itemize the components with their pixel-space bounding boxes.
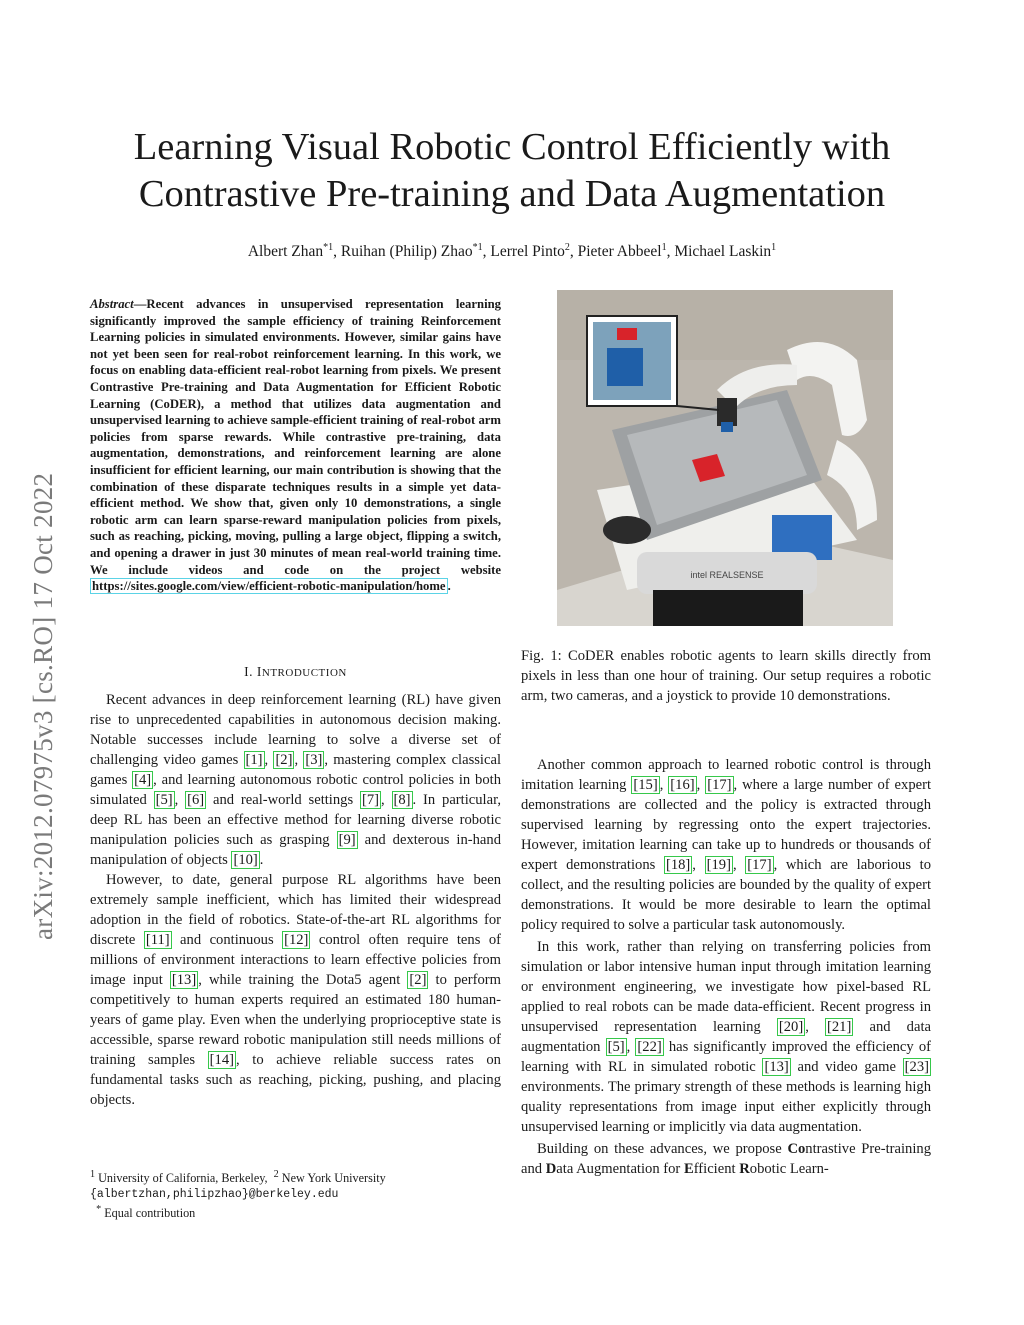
footnote: $^1$ University of California, Berkeley, $^2$ New York University {albertzhan,philipzhao}@berkeley.edu * Equal contribution (90, 1167, 501, 1222)
bold-acronym-letter: R (739, 1161, 750, 1177)
section-heading-introduction: I. INTRODUCTION (244, 664, 347, 679)
citation-link[interactable]: [9] (338, 832, 356, 848)
paper-title (80, 124, 944, 218)
citation-link[interactable]: [16] (670, 777, 695, 793)
citation-link[interactable]: [21] (827, 1019, 852, 1035)
citation-link[interactable]: [6] (187, 792, 205, 808)
abstract: Abstract—Recent advances in unsupervised representation learning significantly improved the sample efficiency of training Reinforcement Learning policies in simulated environments. However, similar gains have not yet been seen for real-robot reinforcement learning. In this work, we focus on enabling data-efficient real-robot learning from pixels. We present Contrastive Pre-training and Data Augmentation for Efficient Robotic Learning (CoDER), a method that utilizes data augmentation and unsupervised learning to achieve sample-efficient training of real-robot arm policies from sparse rewards. While contrastive pre-training, data augmentation, demonstrations, and reinforcement learning are alone insufficient for efficient learning, our main contribution is showing that the combination of these disparate techniques results in a simple yet data-efficient method. We show that, given only 10 demonstrations, a single robotic arm can learn sparse-reward manipulation policies from pixels, such as reaching, picking, moving, pulling a large object, flipping a switch, and opening a drawer in just 30 minutes of mean real-world training time. We include videos and code on the project website https://sites.google.com/view/efficient-robotic-manipulation/home . (90, 297, 501, 594)
joystick (603, 516, 651, 544)
author-name: Pieter Abbeel$^1$ (577, 242, 667, 261)
author-name: Lerrel Pinto$^2$ (490, 242, 570, 261)
author-name: Ruihan (Philip) Zhao$^{*1}$ (340, 242, 483, 261)
bold-acronym-letter: Co (787, 1141, 806, 1157)
citation-link[interactable]: [12] (284, 932, 309, 948)
intro-column (90, 690, 501, 1110)
author-list: Albert Zhan$^{*1}$, Ruihan (Philip) Zhao$^{*1}$, Lerrel Pinto$^2$, Pieter Abbeel$^1$, Michael Laskin$^1$ (247, 242, 777, 261)
citation-link[interactable]: [17] (747, 857, 772, 873)
author-emails: {albertzhan,philipzhao}@berkeley.edu (90, 1187, 339, 1201)
citation-link[interactable]: [19] (706, 857, 731, 873)
arxiv-identifier: arXiv:2012.07975v3 [cs.RO] 17 Oct 2022 (28, 472, 58, 940)
citation-link[interactable]: [14] (209, 1052, 234, 1068)
citation-link[interactable]: [8] (393, 792, 411, 808)
citation-link[interactable]: [5] (607, 1039, 625, 1055)
author-name: Albert Zhan$^{*1}$ (247, 242, 334, 261)
abstract-label: Abstract (90, 297, 134, 311)
abstract-text: —Recent advances in unsupervised representation learning significantly improved the sample efficiency of training Reinforcement Learning policies in simulated environments. However, similar gains have not yet been seen for real-robot reinforcement learning. In this work, we focus on enabling data-efficient real-robot learning from pixels. We present Contrastive Pre-training and Data Augmentation for Efficient Robotic Learning (CoDER), a method that utilizes data augmentation and unsupervised learning to achieve sample-efficient training of real-robot arm policies from sparse rewards. While contrastive pre-training, data augmentation, demonstrations, and reinforcement learning are alone insufficient for efficient learning, our main contribution is showing that the combination of these disparate techniques results in a simple yet data-efficient method. We show that, given only 10 demonstrations, a single robotic arm can learn sparse-reward manipulation policies from pixels, such as reaching, picking, moving, pulling a large object, flipping a switch, and opening a drawer in just 30 minutes of mean real-world training time. We include videos and code on the project website (90, 297, 501, 577)
citation-link[interactable]: [20] (778, 1019, 804, 1035)
citation-link[interactable]: [13] (764, 1059, 789, 1075)
citation-link[interactable]: [4] (134, 772, 152, 788)
figure-robot-setup (557, 290, 893, 626)
citation-link[interactable]: [23] (904, 1059, 929, 1075)
title-line-2: Contrastive Pre-training and Data Augmentation (138, 173, 886, 215)
right-paragraph-3: Building on these advances, we propose Contrastive Pre-training and Data Augmentation for Efficient Robotic Learn- (521, 1141, 931, 1177)
right-paragraph-1: Another common approach to learned robotic control is through imitation learning [15] , [16] , [17] , where a large number of expert demonstrations are collected and the policy is extracted through supervised learning by regressing onto the expert trajectories. However, imitation learning can take up to hundreds or thousands of expert demonstrations [18] , [19] , [17] , which are laborious to collect, and the resulting policies are bounded by the quality of expert demonstrations. It would be more desirable to learn the optimal policy required to solve a particular task autonomously. (521, 757, 932, 933)
citation-link[interactable]: [1] (245, 752, 263, 768)
citation-link[interactable]: [3] (305, 752, 323, 768)
citation-link[interactable]: [2] (409, 972, 427, 988)
camera-label: intel REALSENSE (690, 570, 764, 580)
project-website-link[interactable]: https://sites.google.com/view/efficient-robotic-manipulation/home (92, 579, 446, 594)
citation-link[interactable]: [17] (707, 777, 732, 793)
citation-link[interactable]: [13] (171, 972, 197, 988)
right-paragraph-2: In this work, rather than relying on transferring policies from simulation or labor intensive human input through imitation learning or environment engineering, we investigate how pixel-based RL applied to real robots can be made data-efficient. Recent progress in unsupervised representation learning [20] , [21] and data augmentation [5] , [22] has significantly improved the efficiency of learning with RL in simulated robotic [13] and video game [23] environments. The primary strength of these methods is learning high quality representations from image input either explicitly through unsupervised learning or implicitly via data augmentation. (521, 939, 931, 1135)
citation-link[interactable]: [5] (155, 792, 173, 808)
author-name: Michael Laskin$^1$ (674, 242, 777, 261)
citation-link[interactable]: [15] (633, 777, 658, 793)
citation-link[interactable]: [2] (275, 752, 293, 768)
citation-link[interactable]: [10] (233, 852, 258, 868)
bold-acronym-letter: D (545, 1161, 557, 1177)
citation-link[interactable]: [18] (665, 857, 691, 873)
citation-link[interactable]: [11] (145, 932, 170, 948)
intro-paragraph-2: However, to date, general purpose RL algorithms have been extremely sample inefficient, which has limited their widespread adoption in the field of robotics. State-of-the-art RL algorithms for discrete [11] and continuous [12] control often require tens of millions of environment interactions to learn effective policies from image input [13] , while training the Dota5 agent [2] to perform competitively to human experts required an estimated 180 human-years of game play. Even when the underlying proprioceptive state is accessible, sparse reward robotic manipulation still needs millions of training samples [14] , to achieve reliable success rates on fundamental tasks such as reaching, picking, pushing, and placing objects. (90, 872, 502, 1108)
intro-paragraph-1: Recent advances in deep reinforcement learning (RL) have given rise to unprecedented capabilities in autonomous decision making. Notable successes include learning to solve a diverse set of challenging video games [1] , [2] , [3] , mastering complex classical games [4] , and learning autonomous robotic control policies in both simulated [5] , [6] and real-world settings [7] , [8] . In particular, deep RL has been an effective method for learning diverse robotic manipulation policies such as grasping [9] and dexterous in-hand manipulation of objects [10] . (90, 692, 502, 868)
right-column (521, 755, 931, 1179)
figure-caption: Fig. 1: CoDER enables robotic agents to learn skills directly from pixels in less than one hour of training. Our setup requires a robotic arm, two cameras, and a joystick to provide 10 demonstrations. (521, 648, 931, 704)
title-line-1: Learning Visual Robotic Control Efficiently with (133, 126, 891, 168)
citation-link[interactable]: [22] (637, 1039, 662, 1055)
citation-link[interactable]: [7] (361, 792, 380, 808)
bold-acronym-letter: E (683, 1161, 694, 1177)
